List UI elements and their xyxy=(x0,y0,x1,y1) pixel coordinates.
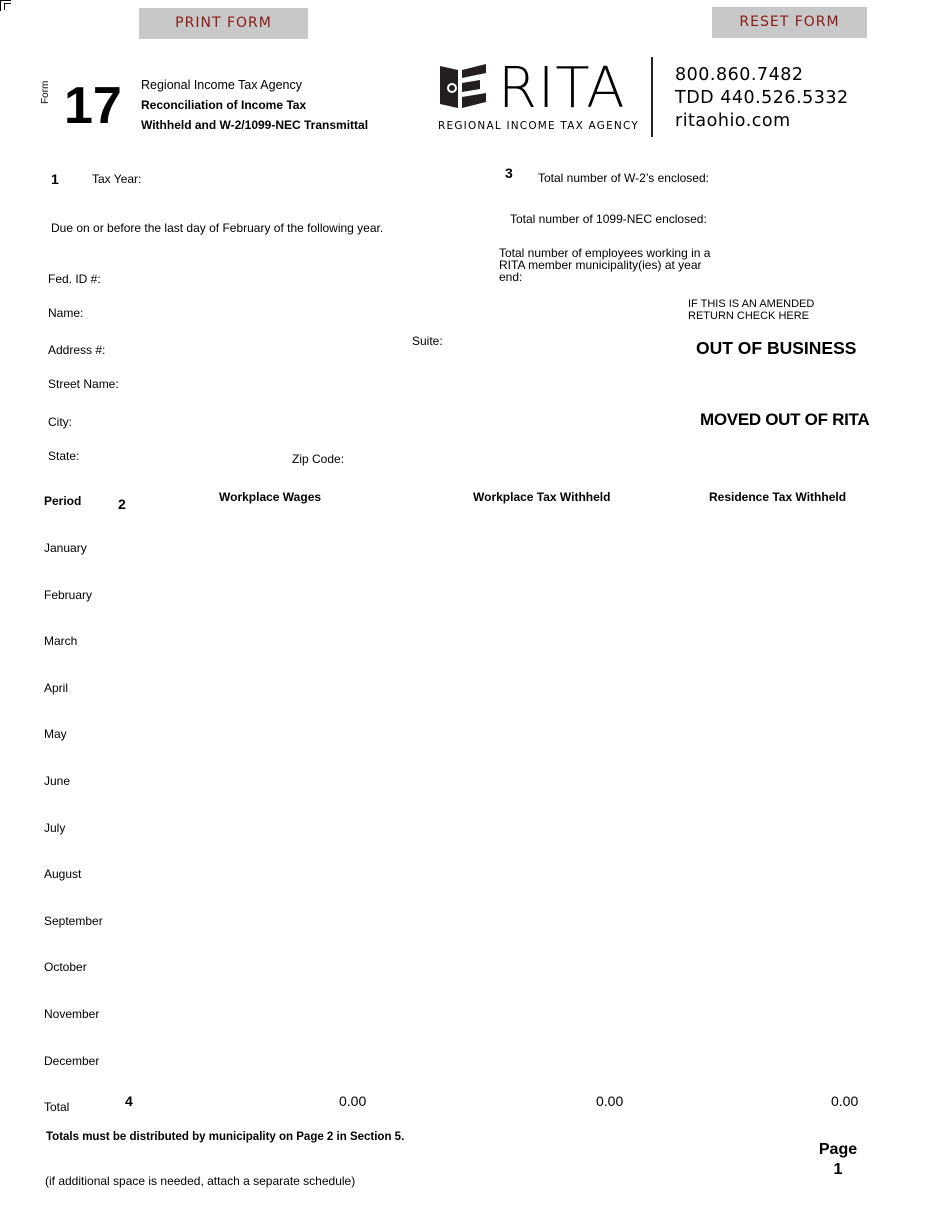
residence-tax-input[interactable] xyxy=(680,912,864,930)
month-label: August xyxy=(44,867,82,881)
wages-input[interactable] xyxy=(150,819,384,837)
period-header: Period xyxy=(44,494,82,508)
street-name-input[interactable] xyxy=(126,375,550,393)
residence-tax-input[interactable] xyxy=(680,586,864,604)
print-form-button[interactable]: PRINT FORM xyxy=(139,8,308,39)
residence-tax-input[interactable] xyxy=(680,679,864,697)
wages-input[interactable] xyxy=(150,725,384,743)
residence-tax-input[interactable] xyxy=(680,725,864,743)
name-input[interactable] xyxy=(92,304,396,322)
residence-tax-input[interactable] xyxy=(680,958,864,976)
amended-label-line1: IF THIS IS AN AMENDED xyxy=(688,298,815,310)
month-label: November xyxy=(44,1007,100,1021)
nec-count-input[interactable] xyxy=(720,210,864,228)
w2-count-input[interactable] xyxy=(720,169,864,187)
logo-divider xyxy=(651,57,653,137)
name-label: Name: xyxy=(48,306,84,320)
section-1-number: 1 xyxy=(51,171,59,187)
month-label: October xyxy=(44,960,87,974)
state-input[interactable] xyxy=(86,447,270,465)
residence-tax-input[interactable] xyxy=(680,772,864,790)
phone-number: 800.860.7482 xyxy=(675,65,804,85)
wages-input[interactable] xyxy=(150,586,384,604)
wages-input[interactable] xyxy=(150,865,384,883)
wages-input[interactable] xyxy=(150,1005,384,1023)
month-label: March xyxy=(44,634,78,648)
employees-count-label xyxy=(499,247,710,283)
month-label: September xyxy=(44,914,103,928)
moved-out-of-rita-label: MOVED OUT OF RITA xyxy=(700,410,870,429)
page-indicator xyxy=(817,1140,859,1180)
page-word: Page xyxy=(818,1141,858,1158)
total-wages-value: 0.00 xyxy=(339,1093,367,1109)
workplace-tax-header: Workplace Tax Withheld xyxy=(473,490,611,504)
employees-count-input[interactable] xyxy=(730,258,864,276)
agency-name: Regional Income Tax Agency xyxy=(141,78,302,92)
wages-input[interactable] xyxy=(150,1052,384,1070)
distribution-note: Totals must be distributed by municipality on Page 2 in Section 5. xyxy=(46,1131,405,1143)
page-number: 1 xyxy=(833,1161,843,1178)
amended-label-line2: RETURN CHECK HERE xyxy=(688,310,810,322)
section-3-number: 3 xyxy=(505,165,513,181)
section-2-number: 2 xyxy=(118,496,126,512)
city-label: City: xyxy=(48,415,72,429)
wages-input[interactable] xyxy=(150,772,384,790)
out-of-business-label: OUT OF BUSINESS xyxy=(696,338,857,358)
workplace-tax-input[interactable] xyxy=(430,632,664,650)
employees-label-line2: RITA member municipality(ies) at year xyxy=(499,258,702,272)
street-name-label: Street Name: xyxy=(48,377,119,391)
due-date-note: Due on or before the last day of February of the following year. xyxy=(51,221,384,235)
residence-tax-input[interactable] xyxy=(680,1005,864,1023)
city-input[interactable] xyxy=(80,413,544,431)
workplace-tax-input[interactable] xyxy=(430,1052,664,1070)
form-number: 17 xyxy=(64,77,122,135)
zip-code-input[interactable] xyxy=(350,450,544,468)
workplace-tax-input[interactable] xyxy=(430,725,664,743)
workplace-tax-input[interactable] xyxy=(430,1005,664,1023)
address-input[interactable] xyxy=(112,341,396,359)
tdd-number: TDD 440.526.5332 xyxy=(675,88,849,108)
workplace-tax-input[interactable] xyxy=(430,679,664,697)
month-label: December xyxy=(44,1054,100,1068)
tax-year-input[interactable] xyxy=(148,170,272,188)
fed-id-label: Fed. ID #: xyxy=(48,272,101,286)
wages-input[interactable] xyxy=(150,958,384,976)
workplace-tax-input[interactable] xyxy=(430,772,664,790)
form-word: Form xyxy=(40,80,51,104)
crop-mark-inner xyxy=(4,3,11,10)
amended-return-label xyxy=(688,298,814,322)
workplace-tax-input[interactable] xyxy=(430,539,664,557)
residence-tax-input[interactable] xyxy=(680,1052,864,1070)
zip-code-label: Zip Code: xyxy=(292,452,345,466)
employees-label-line3: end: xyxy=(499,270,523,284)
wages-input[interactable] xyxy=(150,539,384,557)
month-label: May xyxy=(44,727,67,741)
workplace-wages-header: Workplace Wages xyxy=(219,490,322,504)
state-label: State: xyxy=(48,449,80,463)
wages-input[interactable] xyxy=(150,679,384,697)
residence-tax-header: Residence Tax Withheld xyxy=(709,490,847,504)
wages-input[interactable] xyxy=(150,912,384,930)
month-label: February xyxy=(44,588,93,602)
workplace-tax-input[interactable] xyxy=(430,912,664,930)
month-label: January xyxy=(44,541,87,555)
employees-label-line1: Total number of employees working in a xyxy=(499,246,711,260)
residence-tax-input[interactable] xyxy=(680,539,864,557)
month-label: July xyxy=(44,821,66,835)
suite-label: Suite: xyxy=(412,334,443,348)
residence-tax-input[interactable] xyxy=(680,632,864,650)
rita-logo-icon xyxy=(440,64,490,112)
residence-tax-input[interactable] xyxy=(680,819,864,837)
workplace-tax-input[interactable] xyxy=(430,865,664,883)
month-label: April xyxy=(44,681,69,695)
month-label: June xyxy=(44,774,71,788)
workplace-tax-input[interactable] xyxy=(430,958,664,976)
tax-year-label: Tax Year: xyxy=(92,172,142,186)
nec-count-label: Total number of 1099-NEC enclosed: xyxy=(510,212,707,226)
rita-subtitle: REGIONAL INCOME TAX AGENCY xyxy=(438,120,639,132)
reset-form-button[interactable]: RESET FORM xyxy=(712,7,867,38)
total-label: Total xyxy=(44,1100,70,1114)
workplace-tax-input[interactable] xyxy=(430,819,664,837)
form-title-line1: Reconciliation of Income Tax xyxy=(141,98,307,112)
residence-tax-input[interactable] xyxy=(680,865,864,883)
additional-space-note: (if additional space is needed, attach a separate schedule) xyxy=(45,1174,356,1188)
section-4-number: 4 xyxy=(125,1093,133,1109)
rita-wordmark: RITA xyxy=(498,56,626,121)
form-title-line2: Withheld and W-2/1099-NEC Transmittal xyxy=(141,118,369,132)
fed-id-input[interactable] xyxy=(108,270,392,288)
total-workplace-tax-value: 0.00 xyxy=(596,1093,624,1109)
address-label: Address #: xyxy=(48,343,106,357)
website: ritaohio.com xyxy=(675,111,791,131)
total-residence-tax-value: 0.00 xyxy=(831,1093,859,1109)
wages-input[interactable] xyxy=(150,632,384,650)
suite-input[interactable] xyxy=(448,332,602,350)
w2-count-label: Total number of W-2’s enclosed: xyxy=(538,171,709,185)
workplace-tax-input[interactable] xyxy=(430,586,664,604)
